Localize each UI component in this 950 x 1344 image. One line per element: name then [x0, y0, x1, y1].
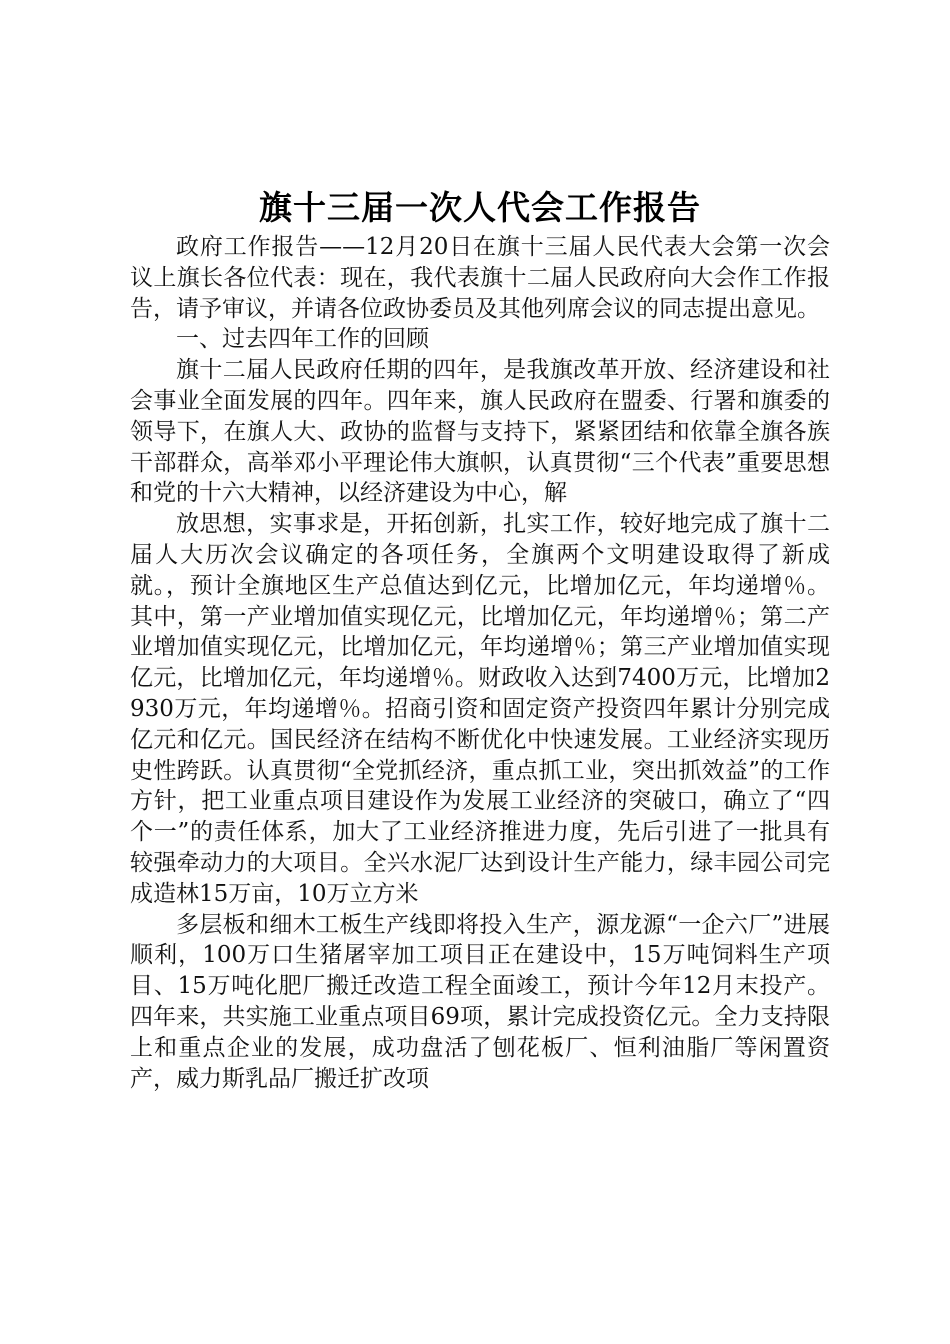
section-heading: 一、过去四年工作的回顾 [176, 326, 429, 353]
paragraph-intro: 政府工作报告——12月20日在旗十三届人民代表大会第一次会议上旗长各位代表：现在，我代表旗十二届人民政府向大会作工作报告，请予审议，并请各位政协委员及其他列席会议的同志提出意见。 [130, 234, 830, 322]
paragraph-economy: 放思想，实事求是，开拓创新，扎实工作，较好地完成了旗十二届人大历次会议确定的各项任务，全旗两个文明建设取得了新成就。，预计全旗地区生产总值达到亿元，比增加亿元，年均递增％。其中，第一产业增加值实现亿元，比增加亿元，年均递增％；第二产业增加值实现亿元，比增加亿元，年均递增％；第三产业增加值实现亿元，比增加亿元，年均递增％。财政收入达到7400万元，比增加2930万元，年均递增％。招商引资和固定资产投资四年累计分别完成亿元和亿元。国民经济在结构不断优化中快速发展。工业经济实现历史性跨跃。认真贯彻“全党抓经济，重点抓工业，突出抓效益”的工作方针，把工业重点项目建设作为发展工业经济的突破口，确立了“四个一”的责任体系，加大了工业经济推进力度，先后引进了一批具有较强牵动力的大项目。全兴水泥厂达到设计生产能力，绿丰园公司完成造林15万亩，10万立方米 [130, 511, 830, 907]
paragraph-overview: 旗十二届人民政府任期的四年，是我旗改革开放、经济建设和社会事业全面发展的四年。四年来，旗人民政府在盟委、行署和旗委的领导下，在旗人大、政协的监督与支持下，紧紧团结和依靠全旗各族干部群众，高举邓小平理论伟大旗帜，认真贯彻“三个代表”重要思想和党的十六大精神，以经济建设为中心，解 [130, 357, 830, 507]
document-body [130, 184, 830, 1094]
paragraph-industry: 多层板和细木工板生产线即将投入生产，源龙源“一企六厂”进展顺利，100万口生猪屠宰加工项目正在建设中，15万吨饲料生产项目、15万吨化肥厂搬迁改造工程全面竣工，预计今年12月末投产。四年来，共实施工业重点项目69项，累计完成投资亿元。全力支持限上和重点企业的发展，成功盘活了刨花板厂、恒利油脂厂等闲置资产，威力斯乳品厂搬迁扩改项 [130, 911, 830, 1092]
document-title: 旗十三届一次人代会工作报告 [259, 188, 701, 227]
